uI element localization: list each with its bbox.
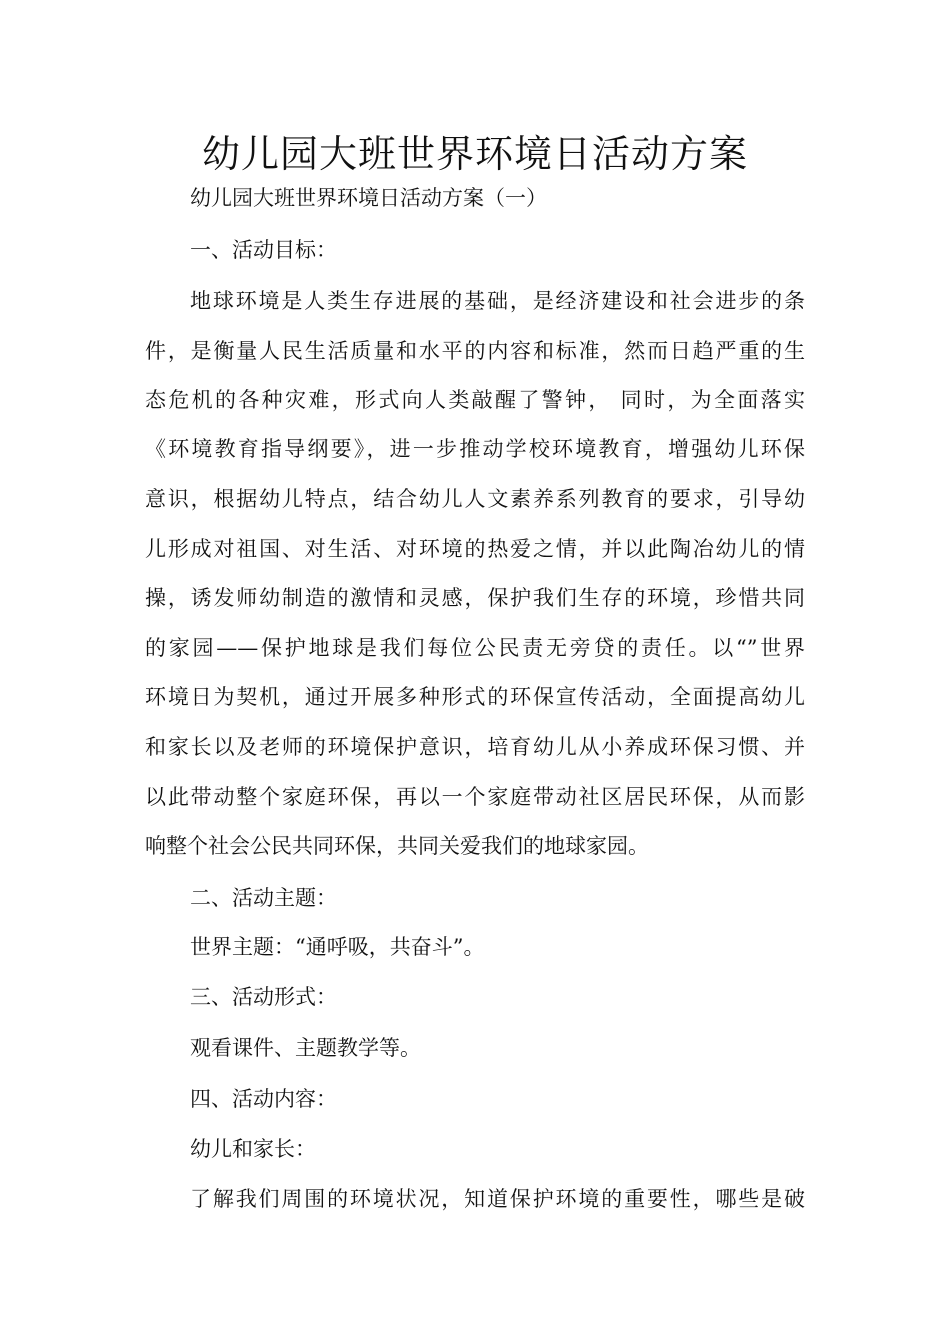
section-heading-format: 三、活动形式： [190, 985, 337, 1009]
section-heading-theme: 二、活动主题： [190, 886, 337, 910]
format-text: 观看课件、主题教学等。 [190, 1036, 421, 1060]
content-subheading: 幼儿和家长： [190, 1137, 316, 1161]
paragraph-line: 操，诱发师幼制造的激情和灵感，保护我们生存的环境，珍惜共同 [145, 586, 805, 610]
section-heading-content: 四、活动内容： [190, 1087, 337, 1111]
paragraph-line: 件，是衡量人民生活质量和水平的内容和标准，然而日趋严重的生 [145, 339, 805, 363]
section-heading-goals: 一、活动目标： [190, 238, 337, 262]
paragraph-line: 了解我们周围的环境状况，知道保护环境的重要性，哪些是破 [190, 1187, 805, 1211]
paragraph-line: 和家长以及老师的环境保护意识，培育幼儿从小养成环保习惯、并 [145, 735, 805, 759]
paragraph-line: 的家园——保护地球是我们每位公民责无旁贷的责任。以“”世界 [145, 636, 805, 660]
paragraph-line: 意识，根据幼儿特点，结合幼儿人文素养系列教育的要求，引导幼 [145, 487, 805, 511]
paragraph-line: 地球环境是人类生存进展的基础，是经济建设和社会进步的条 [190, 289, 805, 313]
paragraph-line: 儿形成对祖国、对生活、对环境的热爱之情，并以此陶冶幼儿的情 [145, 537, 805, 561]
paragraph-line: 态危机的各种灾难，形式向人类敲醒了警钟， 同时，为全面落实 [145, 388, 805, 412]
paragraph-line: 响整个社会公民共同环保，共同关爱我们的地球家园。 [145, 834, 649, 858]
theme-text: 世界主题：“通呼吸，共奋斗”。 [190, 935, 485, 959]
paragraph-line: 以此带动整个家庭环保，再以一个家庭带动社区居民环保，从而影 [145, 785, 805, 809]
paragraph-line: 环境日为契机，通过开展多种形式的环保宣传活动，全面提高幼儿 [145, 685, 805, 709]
document-title: 幼儿园大班世界环境日活动方案 [201, 132, 748, 176]
document-subtitle: 幼儿园大班世界环境日活动方案（一） [190, 186, 547, 210]
paragraph-line: 《环境教育指导纲要》，进一步推动学校环境教育，增强幼儿环保 [145, 437, 805, 461]
